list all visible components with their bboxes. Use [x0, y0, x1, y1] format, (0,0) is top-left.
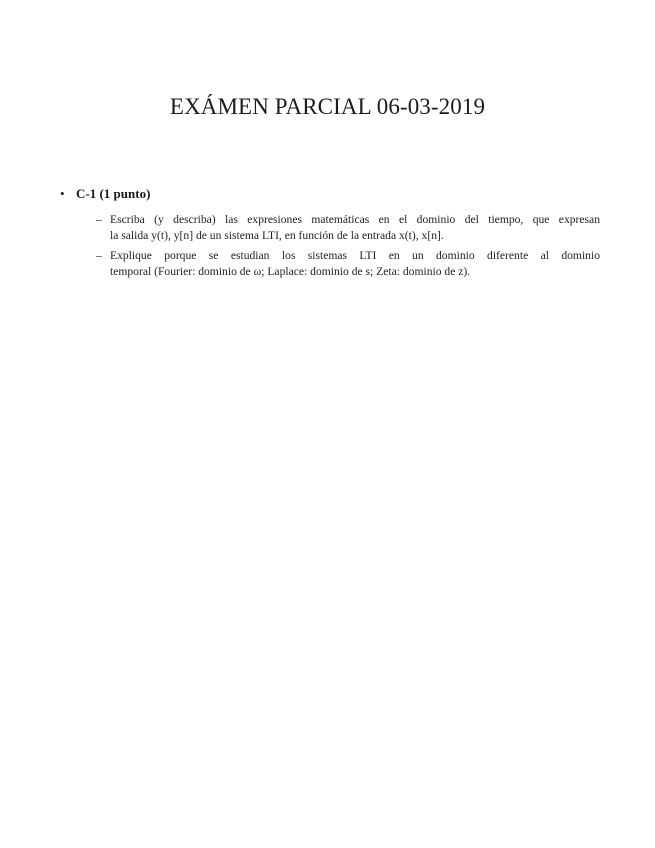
dash-icon: –: [96, 213, 102, 226]
subitem-line: la salida y(t), y[n] de un sistema LTI, en función de la entrada x(t), x[n].: [110, 229, 444, 242]
subitem-text: [110, 248, 600, 280]
exam-title: EXÁMEN PARCIAL 06-03-2019: [169, 94, 486, 119]
subitem-line: Escriba (y describa) las expresiones matemáticas en el dominio del tiempo, que expresan: [110, 213, 600, 226]
subitem-1: [97, 212, 600, 244]
bullet-icon: •: [60, 186, 65, 201]
question-section: [60, 186, 600, 284]
subitem-line: temporal (Fourier: dominio de ω; Laplace: dominio de s; Zeta: dominio de z).: [110, 265, 471, 278]
question-subitems: [60, 212, 600, 280]
dash-icon: –: [96, 249, 102, 262]
subitem-text: [110, 212, 600, 244]
subitem-line: Explique porque se estudian los sistemas LTI en un dominio diferente al dominio: [110, 249, 600, 262]
subitem-2: [97, 248, 600, 280]
question-heading: C-1 (1 punto): [76, 186, 151, 201]
question-heading-row: [60, 186, 600, 202]
